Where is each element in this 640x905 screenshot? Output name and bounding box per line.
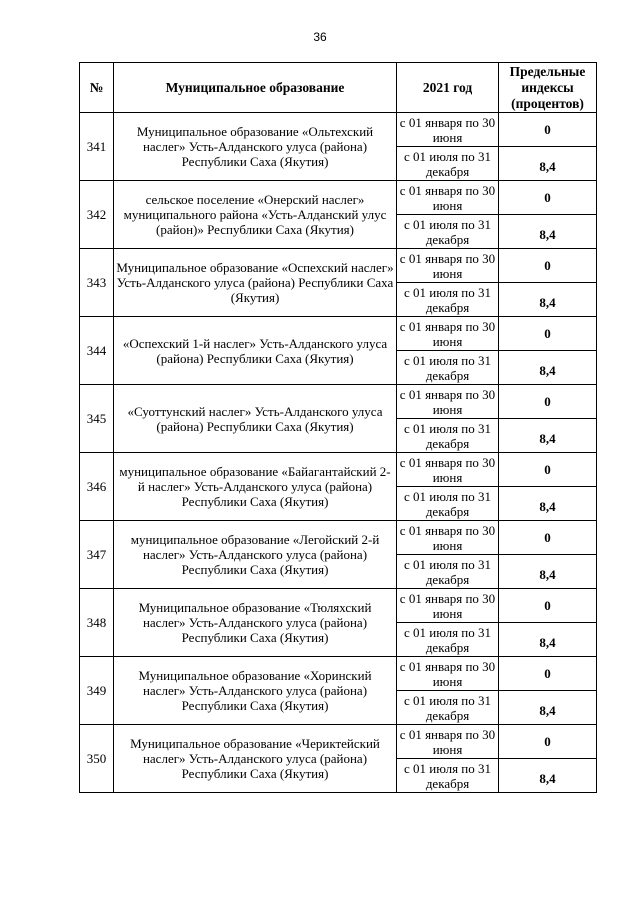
index-value-first-half: 0 [499, 589, 597, 623]
row-number: 347 [80, 521, 114, 589]
index-value-first-half: 0 [499, 453, 597, 487]
tariff-index-table [79, 62, 597, 793]
period-second-half: с 01 июля по 31 декабря [397, 623, 499, 657]
table-body [80, 113, 597, 793]
period-first-half: с 01 января по 30 июня [397, 113, 499, 147]
row-number: 346 [80, 453, 114, 521]
index-value-first-half: 0 [499, 521, 597, 555]
municipality-name: сельское поселение «Онерский наслег» муниципального района «Усть-Алданский улус (район)» Республики Саха (Якутия) [114, 181, 397, 249]
page-number: 36 [313, 30, 327, 44]
index-value-first-half: 0 [499, 657, 597, 691]
municipality-name: муниципальное образование «Легойский 2-й наслег» Усть-Алданского улуса (района) Республики Саха (Якутия) [114, 521, 397, 589]
period-first-half: с 01 января по 30 июня [397, 317, 499, 351]
row-number: 349 [80, 657, 114, 725]
period-second-half: с 01 июля по 31 декабря [397, 555, 499, 589]
period-first-half: с 01 января по 30 июня [397, 385, 499, 419]
index-value-second-half: 8,4 [499, 691, 597, 725]
row-number: 348 [80, 589, 114, 657]
period-first-half: с 01 января по 30 июня [397, 181, 499, 215]
table-header-row [80, 63, 597, 113]
header-municipality: Муниципальное образование [114, 63, 397, 113]
table-row [80, 113, 597, 147]
municipality-name: Муниципальное образование «Хоринский наслег» Усть-Алданского улуса (района) Республики Саха (Якутия) [114, 657, 397, 725]
municipality-name: муниципальное образование «Байагантайский 2-й наслег» Усть-Алданского улуса (района) Республики Саха (Якутия) [114, 453, 397, 521]
row-number: 342 [80, 181, 114, 249]
index-value-second-half: 8,4 [499, 147, 597, 181]
row-number: 345 [80, 385, 114, 453]
index-value-second-half: 8,4 [499, 487, 597, 521]
period-first-half: с 01 января по 30 июня [397, 453, 499, 487]
index-value-first-half: 0 [499, 317, 597, 351]
index-value-second-half: 8,4 [499, 351, 597, 385]
table-row [80, 589, 597, 623]
index-value-first-half: 0 [499, 113, 597, 147]
period-first-half: с 01 января по 30 июня [397, 589, 499, 623]
row-number: 343 [80, 249, 114, 317]
period-first-half: с 01 января по 30 июня [397, 249, 499, 283]
municipality-name: Муниципальное образование «Тюляхский наслег» Усть-Алданского улуса (района) Республики Саха (Якутия) [114, 589, 397, 657]
index-value-second-half: 8,4 [499, 283, 597, 317]
period-second-half: с 01 июля по 31 декабря [397, 691, 499, 725]
period-second-half: с 01 июля по 31 декабря [397, 487, 499, 521]
table-row [80, 725, 597, 759]
municipality-name: Муниципальное образование «Ольтехский наслег» Усть-Алданского улуса (района) Республики Саха (Якутия) [114, 113, 397, 181]
table-row [80, 249, 597, 283]
municipality-name: «Оспехский 1-й наслег» Усть-Алданского улуса (района) Республики Саха (Якутия) [114, 317, 397, 385]
table-row [80, 181, 597, 215]
municipality-name: «Суоттунский наслег» Усть-Алданского улуса (района) Республики Саха (Якутия) [114, 385, 397, 453]
index-value-first-half: 0 [499, 725, 597, 759]
table-row [80, 657, 597, 691]
table-row [80, 521, 597, 555]
municipality-name: Муниципальное образование «Оспехский наслег» Усть-Алданского улуса (района) Республики Саха (Якутия) [114, 249, 397, 317]
period-second-half: с 01 июля по 31 декабря [397, 147, 499, 181]
period-second-half: с 01 июля по 31 декабря [397, 351, 499, 385]
index-value-second-half: 8,4 [499, 623, 597, 657]
index-value-second-half: 8,4 [499, 759, 597, 793]
index-value-second-half: 8,4 [499, 419, 597, 453]
period-first-half: с 01 января по 30 июня [397, 657, 499, 691]
row-number: 350 [80, 725, 114, 793]
period-second-half: с 01 июля по 31 декабря [397, 215, 499, 249]
period-second-half: с 01 июля по 31 декабря [397, 759, 499, 793]
table-row [80, 385, 597, 419]
index-value-second-half: 8,4 [499, 215, 597, 249]
period-first-half: с 01 января по 30 июня [397, 521, 499, 555]
row-number: 344 [80, 317, 114, 385]
period-second-half: с 01 июля по 31 декабря [397, 283, 499, 317]
index-value-first-half: 0 [499, 385, 597, 419]
header-index: Предельные индексы (процентов) [499, 63, 597, 113]
municipality-name: Муниципальное образование «Чериктейский наслег» Усть-Алданского улуса (района) Республики Саха (Якутия) [114, 725, 397, 793]
period-first-half: с 01 января по 30 июня [397, 725, 499, 759]
period-second-half: с 01 июля по 31 декабря [397, 419, 499, 453]
header-year: 2021 год [397, 63, 499, 113]
index-value-second-half: 8,4 [499, 555, 597, 589]
table-row [80, 317, 597, 351]
header-number: № [80, 63, 114, 113]
index-value-first-half: 0 [499, 181, 597, 215]
table-row [80, 453, 597, 487]
index-value-first-half: 0 [499, 249, 597, 283]
row-number: 341 [80, 113, 114, 181]
